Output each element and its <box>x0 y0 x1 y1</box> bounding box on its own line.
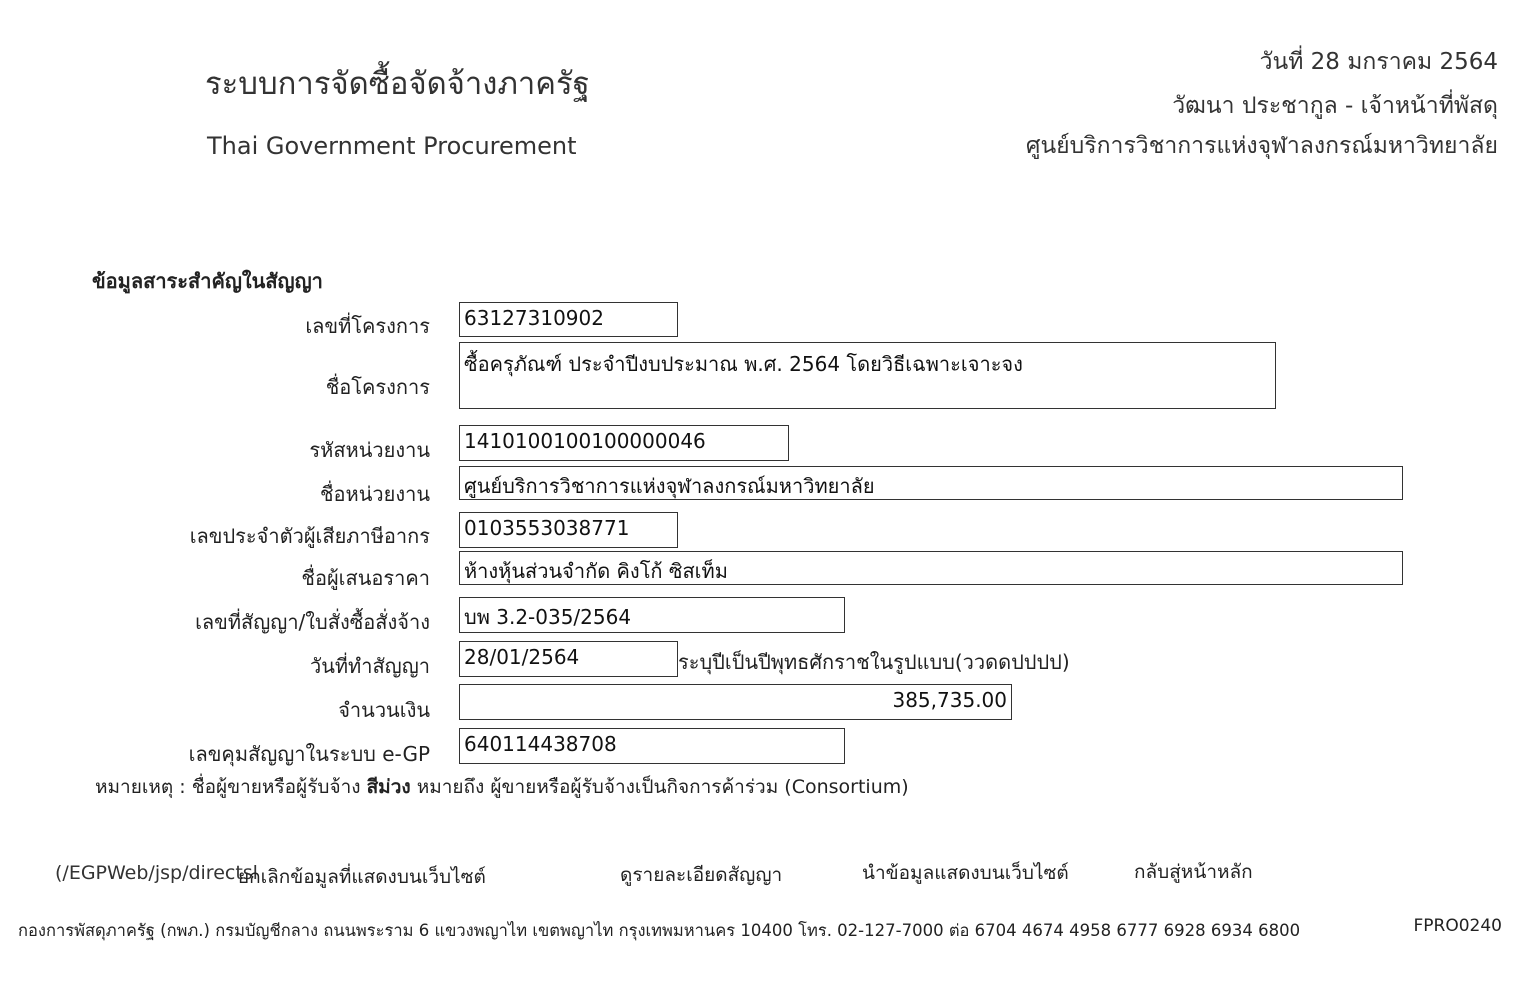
bidder-name-label: ชื่อผู้เสนอราคา <box>301 566 430 590</box>
section-title: ข้อมูลสาระสำคัญในสัญญา <box>92 269 323 293</box>
contract-date-field[interactable]: 28/01/2564 <box>459 641 678 677</box>
system-title: ระบบการจัดซื้อจัดจ้างภาครัฐ <box>205 66 590 102</box>
contract-no-label: เลขที่สัญญา/ใบสั่งซื้อสั่งจ้าง <box>195 610 430 634</box>
note-suffix: หมายถึง ผู้ขายหรือผู้รับจ้างเป็นกิจการค้าร่วม (Consortium) <box>410 776 909 798</box>
cancel-data-link[interactable]: ยกเลิกข้อมูลที่แสดงบนเว็บไซต์ <box>238 866 486 888</box>
project-name-label: ชื่อโครงการ <box>325 375 430 399</box>
amount-field[interactable]: 385,735.00 <box>459 684 1012 720</box>
back-home-link[interactable]: กลับสู่หน้าหลัก <box>1134 861 1253 883</box>
note-prefix: หมายเหตุ : ชื่อผู้ขายหรือผู้รับจ้าง <box>95 776 367 798</box>
egp-no-field[interactable]: 640114438708 <box>459 728 845 764</box>
system-subtitle: Thai Government Procurement <box>207 132 577 160</box>
tax-id-label: เลขประจำตัวผู้เสียภาษีอากร <box>189 524 430 548</box>
publish-data-link[interactable]: นำข้อมูลแสดงบนเว็บไซต์ <box>862 862 1069 884</box>
project-no-field[interactable]: 63127310902 <box>459 302 678 337</box>
contract-date-hint: ระบุปีเป็นปีพุทธศักราชในรูปแบบ(ววดดปปปป) <box>678 650 1070 674</box>
contract-date-label: วันที่ทำสัญญา <box>309 654 430 678</box>
view-contract-link[interactable]: ดูรายละเอียดสัญญา <box>620 864 783 886</box>
footer-address: กองการพัสดุภาครัฐ (กพภ.) กรมบัญชีกลาง ถนนพระราม 6 แขวงพญาไท เขตพญาไท กรุงเทพมหานคร 10400 โทร. 02-127-7000 ต่อ 6704 4674 4958 6777 6928 6934 6800 <box>18 921 1301 940</box>
unit-name-field[interactable]: ศูนย์บริการวิชาการแห่งจุฬาลงกรณ์มหาวิทยาลัย <box>459 466 1403 500</box>
consortium-note <box>95 772 909 802</box>
unit-code-field[interactable]: 1410100100100000046 <box>459 425 789 461</box>
amount-label: จำนวนเงิน <box>338 698 430 722</box>
header-user: วัฒนา ประชากูล - เจ้าหน้าที่พัสดุ <box>1172 93 1498 119</box>
egp-no-label: เลขคุมสัญญาในระบบ e-GP <box>188 742 430 766</box>
header-date: วันที่ 28 มกราคม 2564 <box>1259 49 1498 75</box>
bidder-name-field[interactable]: ห้างหุ้นส่วนจำกัด คิงโก้ ซิสเท็ม <box>459 551 1403 585</box>
unit-name-label: ชื่อหน่วยงาน <box>319 482 430 506</box>
project-name-field[interactable]: ซื้อครุภัณฑ์ ประจำปีงบประมาณ พ.ศ. 2564 โดยวิธีเฉพาะเจาะจง <box>459 342 1276 409</box>
header-organization: ศูนย์บริการวิชาการแห่งจุฬาลงกรณ์มหาวิทยาลัย <box>1025 133 1498 159</box>
url-path-text: (/EGPWeb/jsp/directsl <box>55 862 258 884</box>
note-emphasis: สีม่วง <box>366 776 411 798</box>
contract-no-field[interactable]: บพ 3.2-035/2564 <box>459 597 845 633</box>
unit-code-label: รหัสหน่วยงาน <box>309 438 430 462</box>
page-code: FPRO0240 <box>1413 916 1502 936</box>
project-no-label: เลขที่โครงการ <box>305 314 430 338</box>
tax-id-field[interactable]: 0103553038771 <box>459 512 678 548</box>
